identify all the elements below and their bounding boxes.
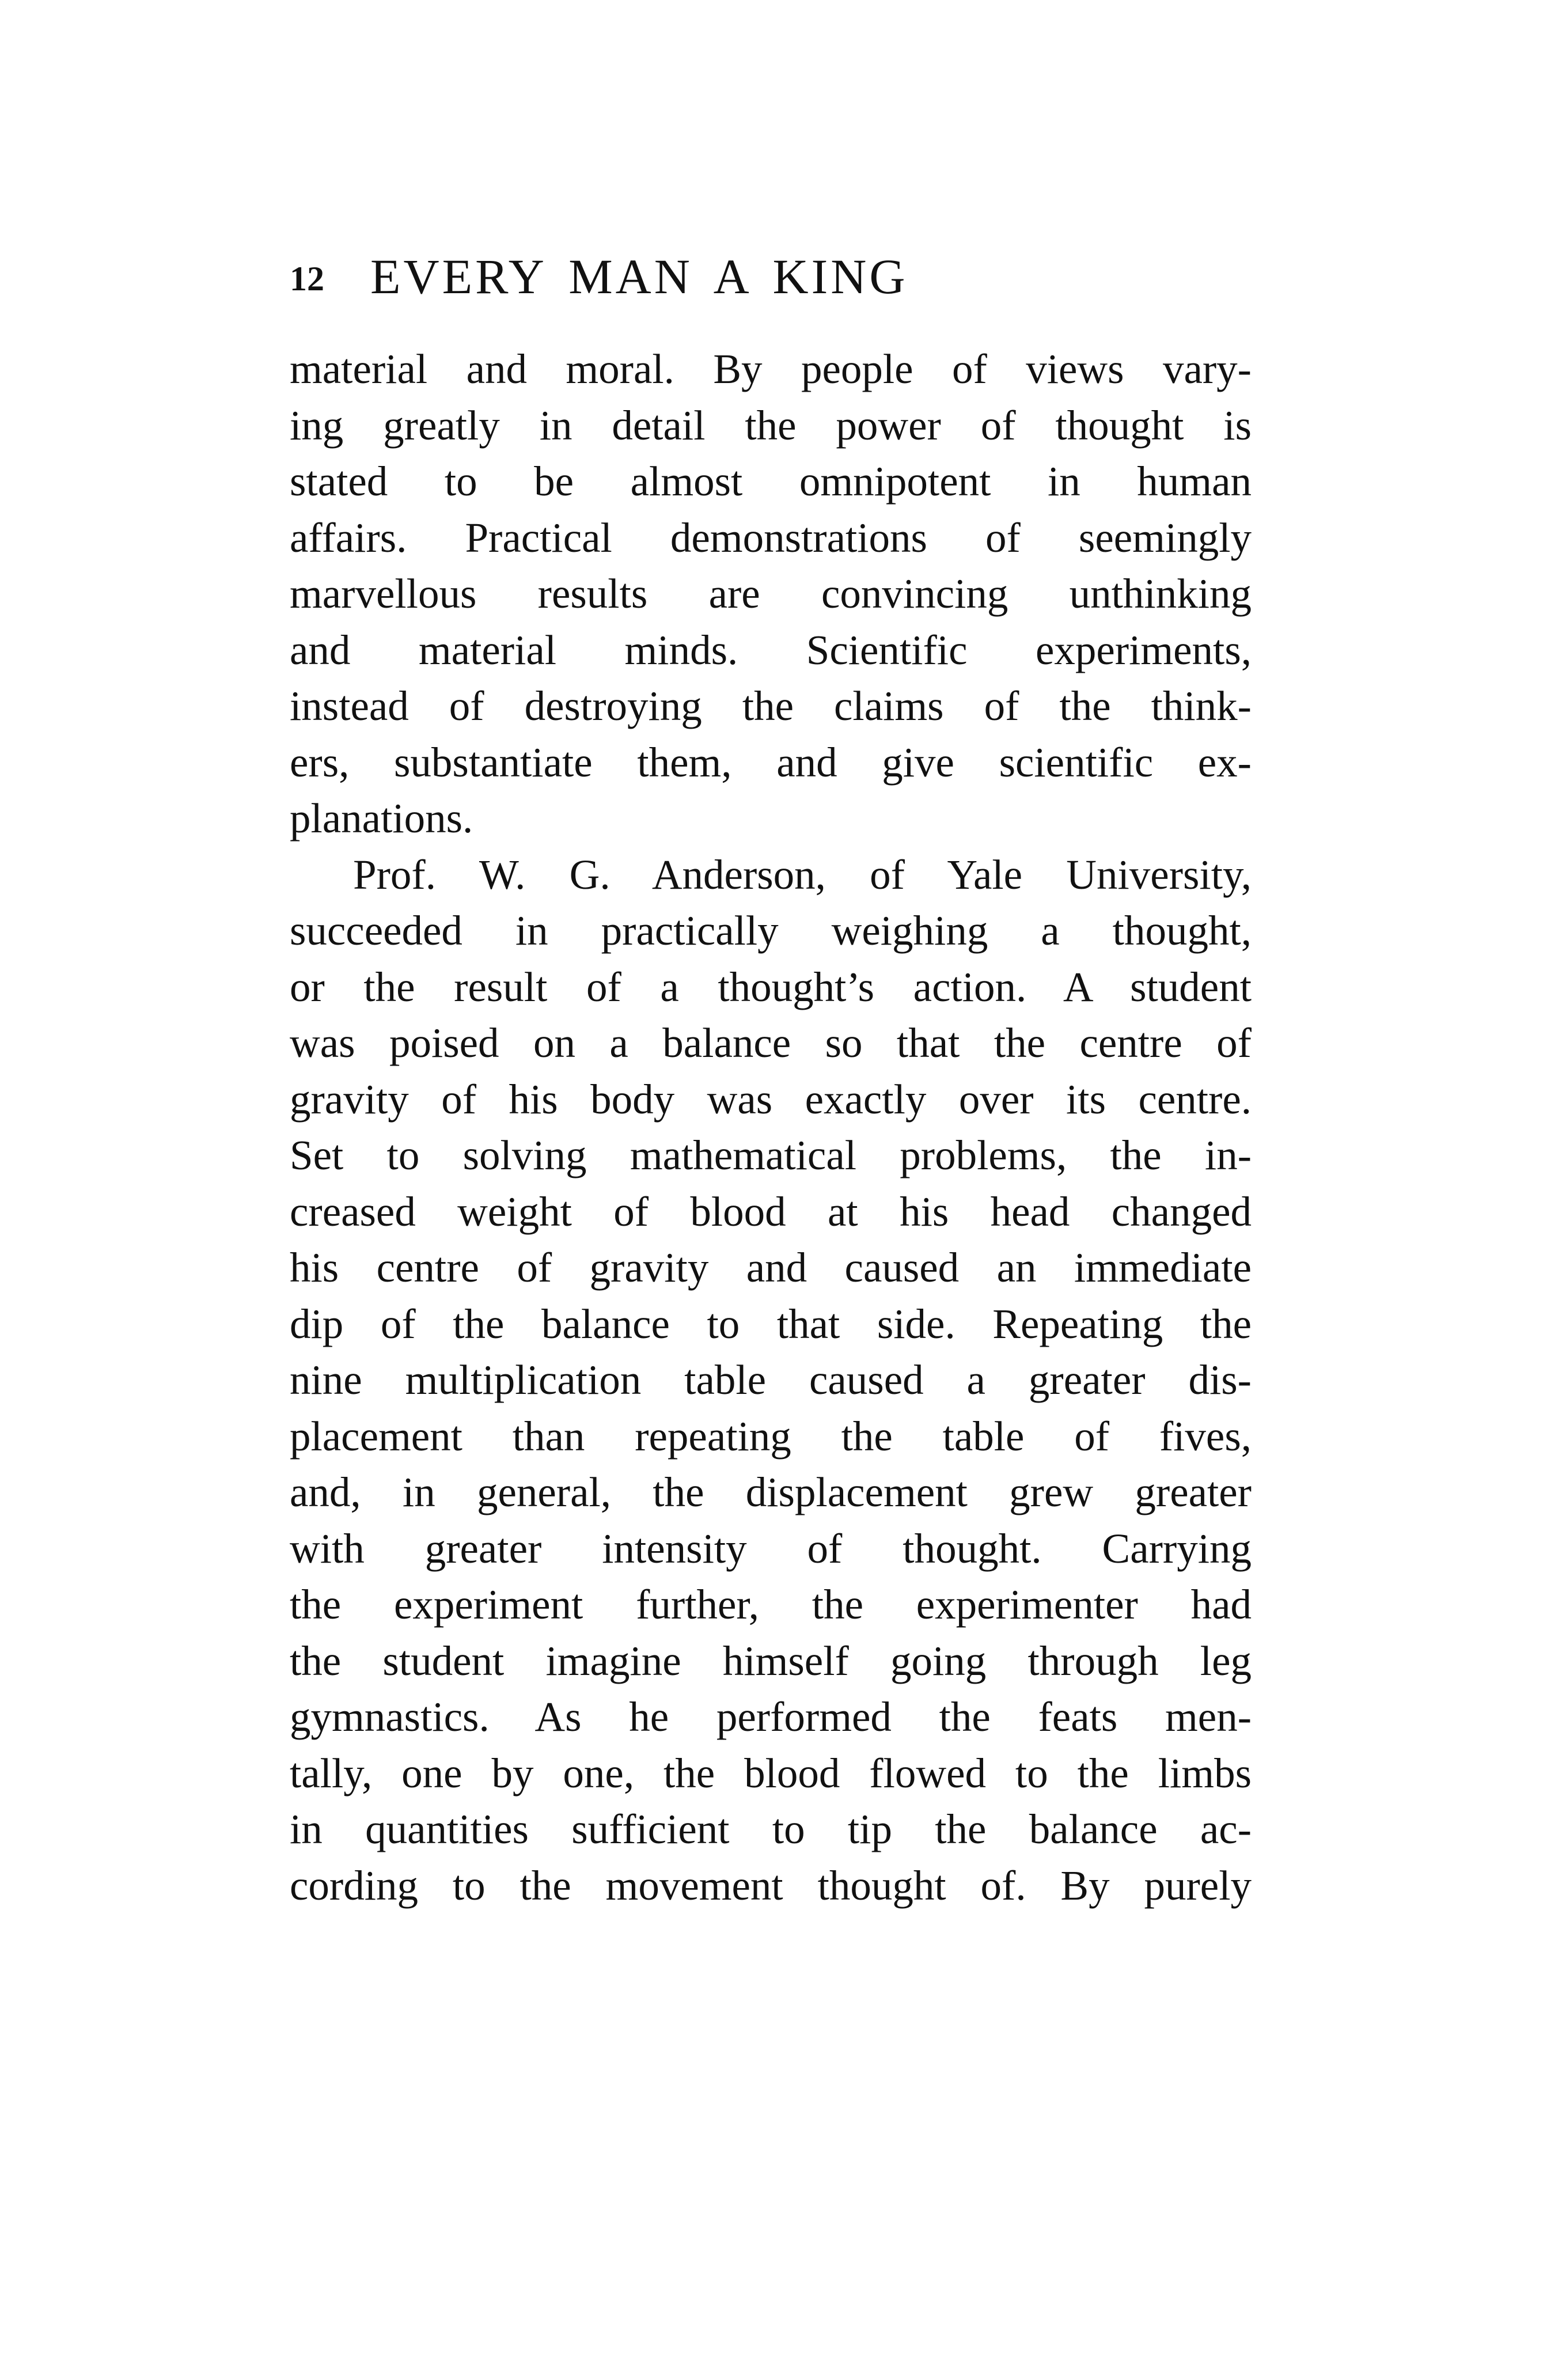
text-line: instead of destroying the claims of the think-	[290, 683, 1252, 729]
text-line: the student imagine himself going through leg	[290, 1637, 1252, 1684]
text-line: affairs. Practical demonstrations of seemingly	[290, 514, 1252, 561]
text-line: marvellous results are convincing unthinking	[290, 570, 1252, 617]
text-line: material and moral. By people of views vary-	[290, 346, 1252, 392]
body-text	[290, 341, 1252, 1913]
running-head	[290, 248, 1252, 305]
text-line: creased weight of blood at his head changed	[290, 1188, 1252, 1235]
text-line: was poised on a balance so that the centre of	[290, 1020, 1252, 1066]
text-line: with greater intensity of thought. Carrying	[290, 1525, 1252, 1572]
text-line: and, in general, the displacement grew greater	[290, 1469, 1252, 1515]
text-line: and material minds. Scientific experiments,	[290, 626, 1252, 673]
running-title: EVERY MAN A KING	[370, 249, 908, 304]
text-line: his centre of gravity and caused an immediate	[290, 1244, 1252, 1291]
paragraph-start-line: Prof. W. G. Anderson, of Yale University,	[353, 851, 1252, 898]
text-line: nine multiplication table caused a greater dis-	[290, 1356, 1252, 1403]
text-line: placement than repeating the table of fives,	[290, 1412, 1252, 1460]
text-line: ing greatly in detail the power of thought is	[290, 401, 1252, 449]
text-line: dip of the balance to that side. Repeating the	[290, 1300, 1252, 1347]
text-line: gymnastics. As he performed the feats men-	[290, 1693, 1252, 1740]
text-line: planations.	[290, 795, 473, 842]
text-line: stated to be almost omnipotent in human	[290, 458, 1252, 505]
text-line: the experiment further, the experimenter had	[290, 1581, 1252, 1628]
page-number: 12	[290, 260, 324, 298]
text-line: Set to solving mathematical problems, the in-	[290, 1132, 1252, 1178]
text-line: cording to the movement thought of. By purely	[290, 1862, 1252, 1909]
text-line: gravity of his body was exactly over its centre.	[290, 1075, 1252, 1123]
text-line: or the result of a thought’s action. A student	[290, 963, 1252, 1010]
text-line: succeeded in practically weighing a thought,	[290, 907, 1252, 954]
text-line: in quantities sufficient to tip the balance ac-	[290, 1806, 1252, 1852]
text-line: tally, one by one, the blood flowed to the limbs	[290, 1749, 1252, 1797]
text-line: ers, substantiate them, and give scientific ex-	[290, 738, 1252, 786]
